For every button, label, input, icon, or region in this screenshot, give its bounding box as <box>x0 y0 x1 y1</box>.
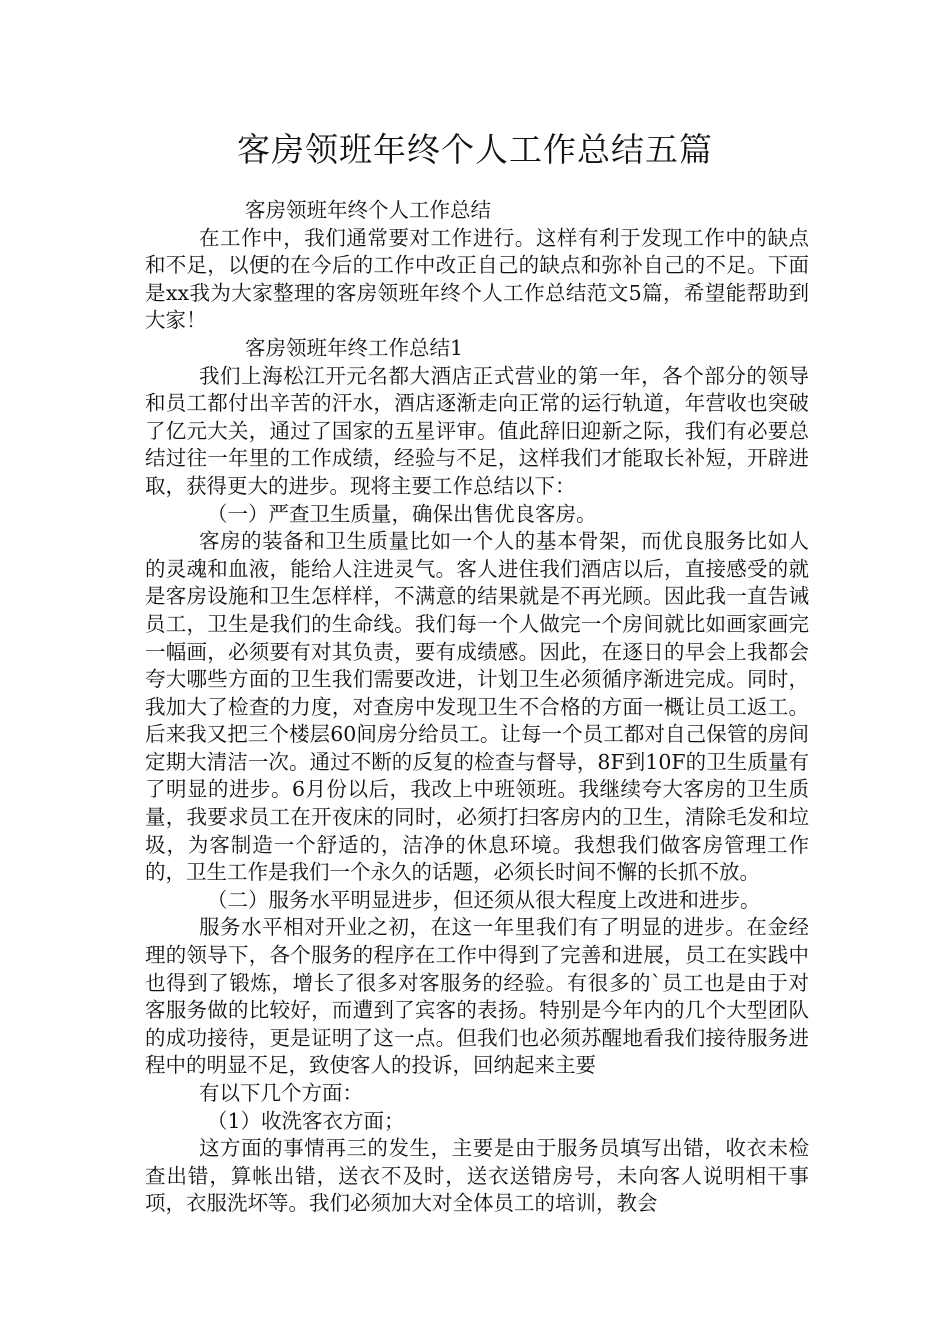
enumerated-heading: （一）严查卫生质量，确保出售优良客房。 <box>207 501 597 526</box>
intro-paragraph: 在工作中，我们通常要对工作进行。这样有利于发现工作中的缺点和不足，以便的在今后的工作中改正自己的缺点和弥补自己的不足。下面是xx我为大家整理的客房领班年终个人工作总结范文5篇，希望能帮助到大家！ <box>145 225 809 333</box>
body-paragraph: 这方面的事情再三的发生，主要是由于服务员填写出错，收衣未检查出错，算帐出错，送衣不及时，送衣送错房号，未向客人说明相干事项，衣服洗坏等。我们必须加大对全体员工的培训，教会 <box>145 1136 809 1216</box>
body-paragraph: 客房的装备和卫生质量比如一个人的基本骨架，而优良服务比如人的灵魂和血液，能给人注进灵气。客人进住我们酒店以后，直接感受的就是客房设施和卫生怎样样，不满意的结果就是不再光顾。因此我一直告诫员工，卫生是我们的生命线。我们每一个人做完一个房间就比如画家画完一幅画，必须要有对其负责，要有成绩感。因此，在逐日的早会上我都会夸大哪些方面的卫生我们需要改进，计划卫生必须循序渐进完成。同时，我加大了检查的力度，对查房中发现卫生不合格的方面一概让员工返工。后来我又把三个楼层60间房分给员工。让每一个员工都对自己保管的房间定期大清洁一次。通过不断的反复的检查与督导，8F到10F的卫生质量有了明显的进步。6月份以后，我改上中班领班。我继续夸大客房的卫生质量，我要求员工在开夜床的同时，必须打扫客房内的卫生，清除毛发和垃圾，为客制造一个舒适的，洁净的休息环境。我想我们做客房管理工作的，卫生工作是我们一个永久的话题，必须长时间不懈的长抓不放。 <box>145 529 809 885</box>
document-title: 客房领班年终个人工作总结五篇 <box>237 130 713 169</box>
body-paragraph: 有以下几个方面： <box>199 1081 363 1105</box>
enumerated-heading: （二）服务水平明显进步，但还须从很大程度上改进和进步。 <box>207 887 761 912</box>
body-paragraph: 我们上海松江开元名都大酒店正式营业的第一年，各个部分的领导和员工都付出辛苦的汗水，酒店逐渐走向正常的运行轨道，年营收也突破了亿元大关，通过了国家的五星评审。值此辞旧迎新之际，我们有必要总结过往一年里的工作成绩，经验与不足，这样我们才能取长补短，开辟进取，获得更大的进步。现将主要工作总结以下： <box>145 363 809 498</box>
section-subheading: 客房领班年终个人工作总结 <box>245 198 491 222</box>
section-subheading: 客房领班年终工作总结1 <box>245 335 464 360</box>
document-body <box>145 197 809 1218</box>
body-paragraph: 服务水平相对开业之初，在这一年里我们有了明显的进步。在金经理的领导下，各个服务的程序在工作中得到了完善和进展，员工在实践中也得到了锻炼，增长了很多对客服务的经验。有很多的`员工也是由于对客服务做的比较好，而遭到了宾客的表扬。特别是今年内的几个大型团队的成功接待，更是证明了这一点。但我们也必须苏醒地看我们接待服务进程中的明显不足，致使客人的投诉，回纳起来主要 <box>145 915 809 1078</box>
enumerated-heading: （1）收洗客衣方面； <box>207 1108 405 1133</box>
